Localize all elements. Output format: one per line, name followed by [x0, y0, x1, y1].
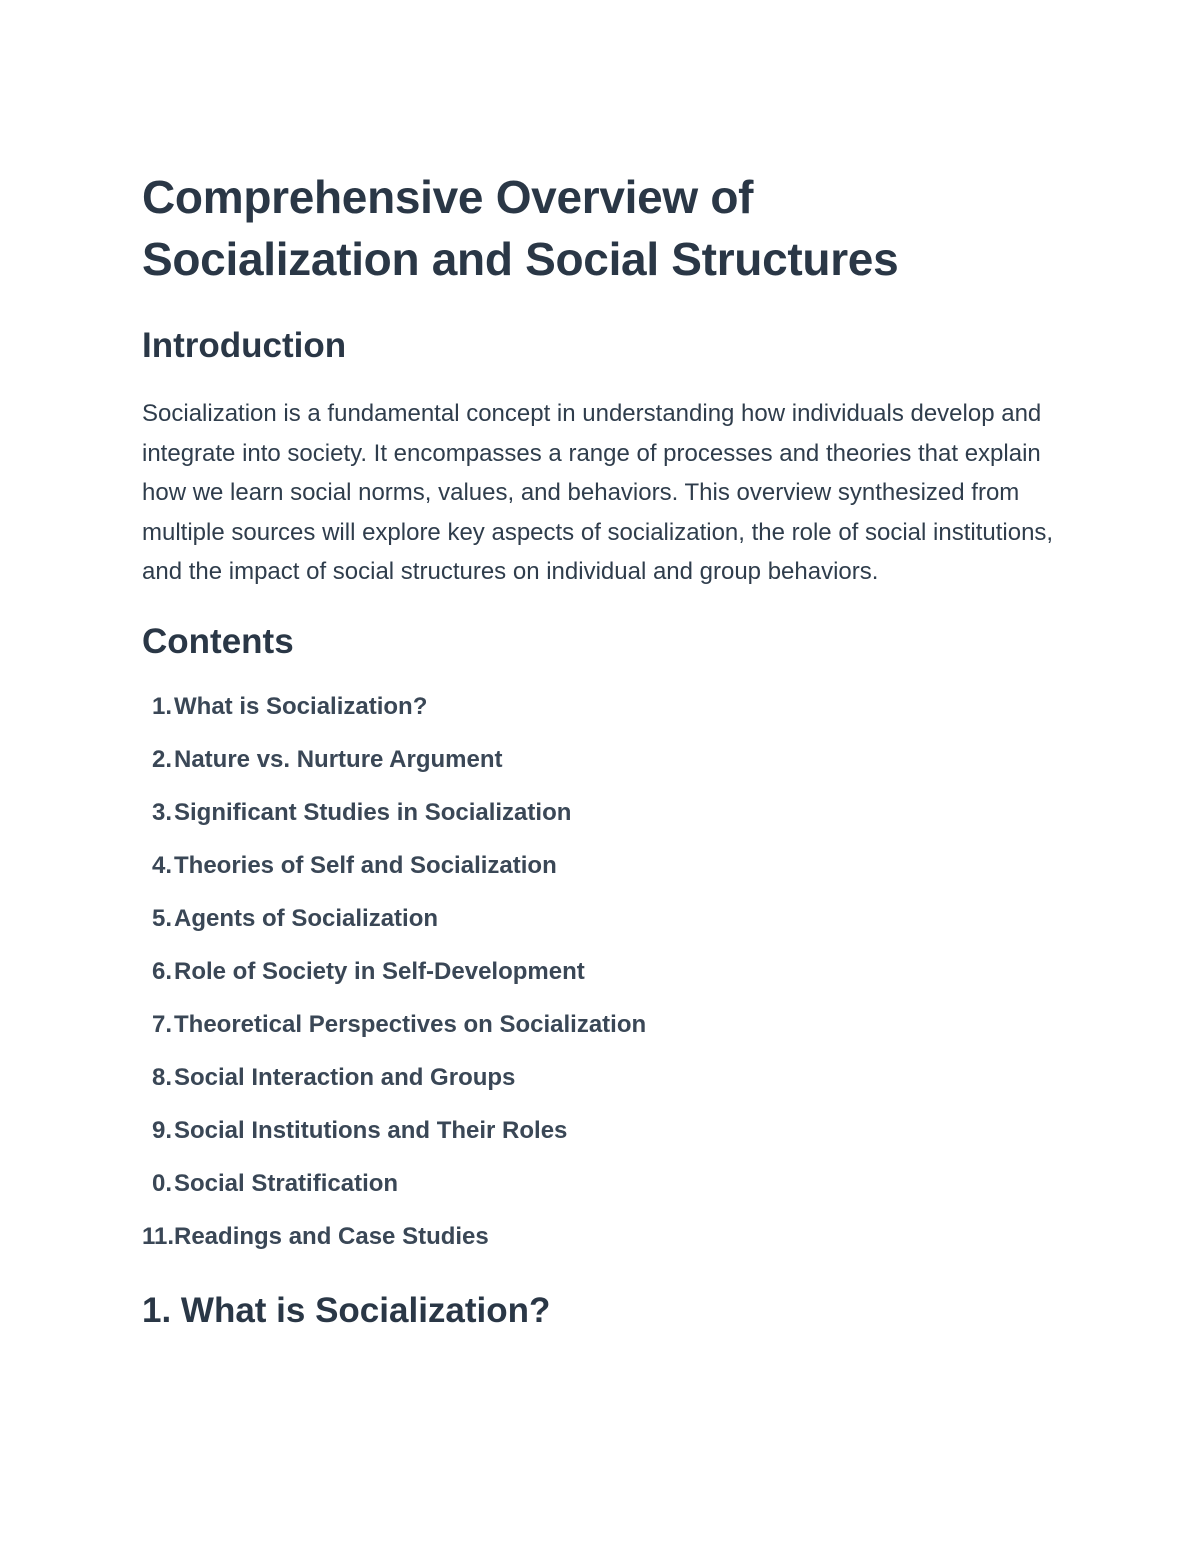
section-1-heading: 1. What is Socialization? [142, 1290, 551, 1330]
toc-item-label[interactable]: Nature vs. Nurture Argument [174, 745, 503, 773]
introduction-paragraph: Socialization is a fundamental concept in understanding how individuals develop and integrate into society. It encompasses a range of processes and theories that explain how we learn social norms, values, and behaviors. This overview synthesized from multiple sources will explore key aspects of socialization, the role of social institutions, and the impact of social structures on individual and group behaviors. [142, 400, 1054, 585]
toc-item-label[interactable]: What is Socialization? [174, 692, 428, 720]
toc-item-label[interactable]: Theoretical Perspectives on Socialization [174, 1010, 647, 1038]
toc-item-what-is-socialization[interactable] [142, 692, 1082, 745]
toc-item-readings-case-studies[interactable] [142, 1222, 1082, 1275]
toc-item-role-of-society[interactable] [142, 957, 1082, 1010]
toc-item-label[interactable]: Role of Society in Self-Development [174, 957, 585, 985]
toc-item-label[interactable]: Social Interaction and Groups [174, 1063, 516, 1091]
contents-heading: Contents [142, 621, 294, 661]
toc-item-number: 4. [151, 851, 172, 879]
toc-item-label[interactable]: Agents of Socialization [174, 904, 439, 932]
toc-item-number: 7. [151, 1010, 172, 1038]
toc-item-social-interaction[interactable] [142, 1063, 1082, 1116]
toc-item-social-stratification[interactable] [142, 1169, 1082, 1222]
toc-item-label[interactable]: Significant Studies in Socialization [174, 798, 572, 826]
toc-item-agents-of-socialization[interactable] [142, 904, 1082, 957]
toc-item-number: 6. [151, 957, 172, 985]
toc-item-number: 9. [151, 1116, 172, 1144]
toc-item-number: 1. [151, 692, 172, 720]
toc-item-number: 11. [142, 1222, 175, 1250]
document-title-line-1: Comprehensive Overview of [142, 171, 754, 223]
toc-item-label[interactable]: Theories of Self and Socialization [174, 851, 557, 879]
toc-item-number: 8. [151, 1063, 172, 1091]
document-page [142, 166, 1082, 1333]
toc-item-label[interactable]: Social Institutions and Their Roles [174, 1116, 568, 1144]
toc-item-number: 2. [151, 745, 172, 773]
toc-item-significant-studies[interactable] [142, 798, 1082, 851]
toc-item-label[interactable]: Readings and Case Studies [174, 1222, 489, 1250]
table-of-contents [142, 692, 1082, 1275]
toc-item-nature-vs-nurture[interactable] [142, 745, 1082, 798]
toc-item-number: 0. [151, 1169, 172, 1197]
document-title-line-2: Socialization and Social Structures [142, 233, 899, 285]
toc-item-number: 5. [151, 904, 172, 932]
document-title [142, 166, 1082, 290]
toc-item-theoretical-perspectives[interactable] [142, 1010, 1082, 1063]
toc-item-theories-of-self[interactable] [142, 851, 1082, 904]
toc-item-label[interactable]: Social Stratification [174, 1169, 399, 1197]
toc-item-social-institutions[interactable] [142, 1116, 1082, 1169]
introduction-heading: Introduction [142, 326, 347, 365]
toc-item-number: 3. [151, 798, 172, 826]
